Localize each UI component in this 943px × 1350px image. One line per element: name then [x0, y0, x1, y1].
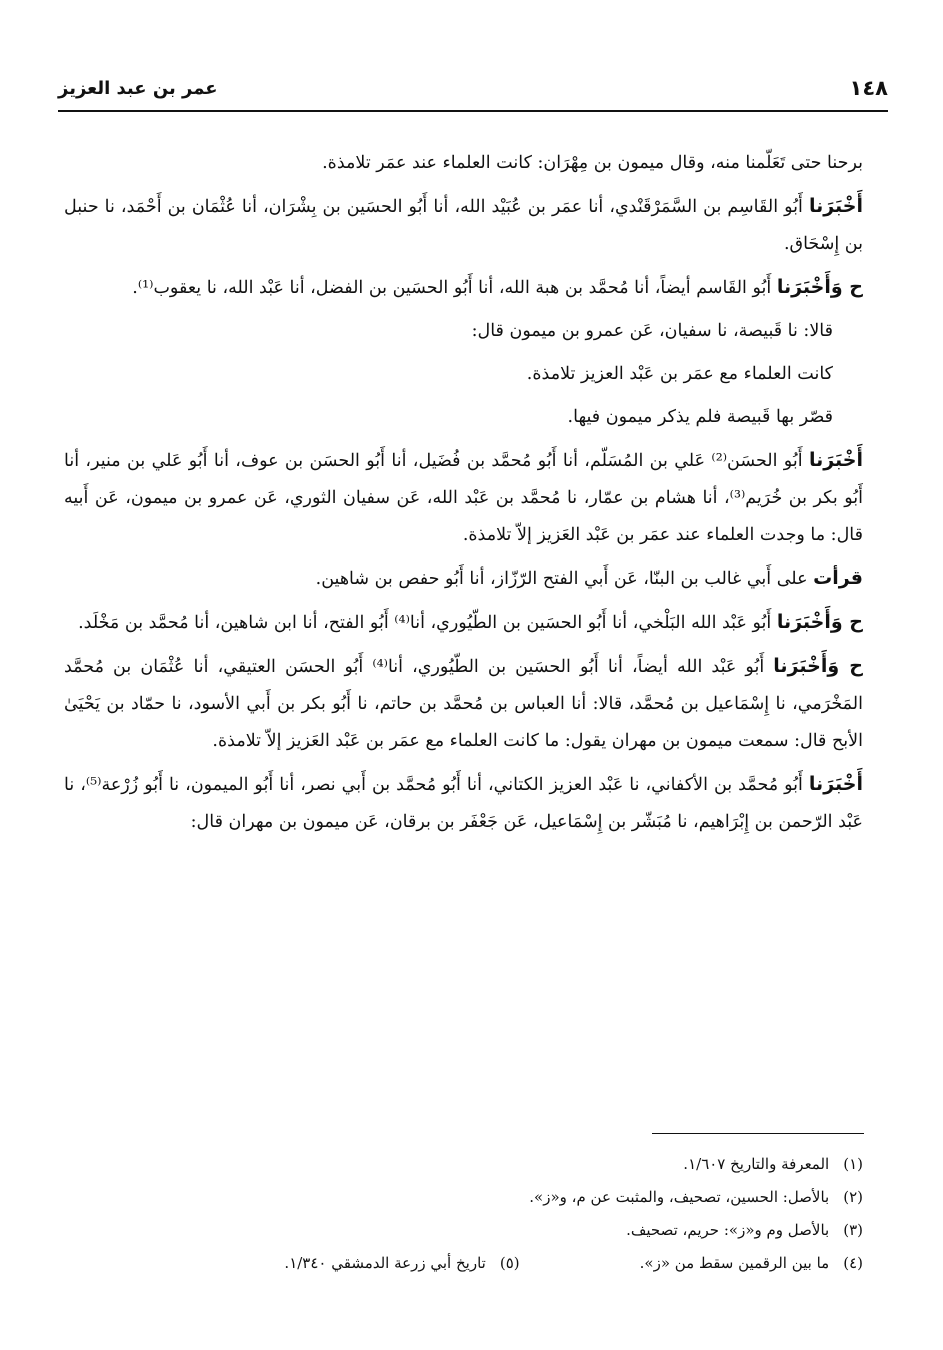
paragraph — [64, 356, 863, 393]
paragraph-lead: ح وَأَخْبَرَنا — [776, 611, 863, 633]
footnote-row — [64, 1247, 863, 1280]
footnote-text: المعرفة والتاريخ ١/٦٠٧. — [683, 1155, 830, 1173]
paragraph-lead: أَخْبَرَنا — [808, 195, 863, 217]
paragraph-text: أَبُو الحسَن⁽²⁾ عَلي بن المُسَلّم، أنا أَبُو مُحمَّد بن فُضَيل، أنا أَبُو الحسَن بن عوف، أنا أَبُو عَلي بن منير، أنا أَبُو بكر بن خُرَيم⁽³⁾، أنا هشام بن عمّار، نا مُحمَّد بن عَبْد الله، عَن سفيان الثوري، عَن عمرو بن ميمون، عَن أَبيه قال: ما وجدت العلماء عند عمَر بن عَبْد العَزيز إلاّ تلامذة. — [64, 451, 863, 545]
footnote-text: بالأصل وم و«ز»: حريم، تصحيف. — [626, 1221, 830, 1239]
footnote-text: تاريخ أبي زرعة الدمشقي ١/٣٤٠. — [284, 1254, 486, 1272]
footnote-text: بالأصل: الحسين، تصحيف، والمثبت عن م، و«ز». — [529, 1188, 830, 1206]
page-header — [58, 76, 888, 112]
paragraph-text: أَبُو القَاسم أيضاً، أنا مُحمَّد بن هبة الله، أنا أَبُو الحسَين بن الفضل، أنا عَبْد الله، نا يعقوب⁽¹⁾. — [132, 278, 772, 298]
footnote-divider — [652, 1133, 864, 1134]
running-title: عمر بن عبد العزيز — [58, 78, 218, 99]
paragraph — [64, 648, 863, 760]
footnote — [626, 1214, 863, 1247]
paragraph-lead: ح وَأَخْبَرَنا — [773, 655, 863, 677]
paragraph-text: على أَبي غالب بن البنّا، عَن أَبي الفتح الرّزّاز، أنا أَبُو حفص بن شاهين. — [315, 569, 808, 589]
paragraph-text: قصّر بها قَبيصة فلم يذكر ميمون فيها. — [567, 407, 833, 427]
paragraph — [64, 313, 863, 350]
footnote — [640, 1247, 863, 1280]
paragraph-text: أَبُو القَاسِم بن السَّمَرْقَنْدي، أنا عمَر بن عُبَيْد الله، أنا أَبُو الحسَين بن بِشْرَان، أنا عُثْمَان بن أَحْمَد، نا حنبل بن إِسْحَاق. — [64, 197, 863, 254]
footnotes — [64, 1148, 863, 1280]
footnote-row — [64, 1181, 863, 1214]
footnote — [284, 1247, 519, 1280]
paragraph-text: أَبُو مُحمَّد بن الأكفاني، نا عَبْد العزيز الكتاني، أنا أَبُو مُحمَّد بن أَبي نصر، أنا أَبُو الميمون، نا أَبُو زُرْعة⁽⁵⁾، نا عَبْد الرّحمن بن إِبْرَاهيم، نا مُبَشّر بن إِسْمَاعيل، عَن جَعْفَر بن برقان، عَن ميمون بن مهران قال: — [64, 775, 863, 832]
paragraph — [64, 766, 863, 841]
footnote-marker: (٢) — [843, 1188, 863, 1206]
paragraph-text: أَبُو عَبْد الله أيضاً، أنا أَبُو الحسَين بن الطّيُوري، أنا⁽⁴⁾ أَبُو الحسَن العتيقي، أنا عُثْمَان بن مُحمَّد المَخْرَمي، نا إِسْمَاعيل بن مُحمَّد، قالا: أنا العباس بن مُحمَّد بن حاتم، نا أَبُو بكر بن أَبي الأسود، نا حمّاد بن يَحْيَىٰ الأبح قال: سمعت ميمون بن مهران يقول: ما كانت العلماء مع عمَر بن عَبْد العَزيز إلاّ تلامذة. — [64, 657, 863, 751]
paragraph-lead: أَخْبَرَنا — [808, 773, 863, 795]
paragraph — [64, 145, 863, 182]
paragraph-text: قالا: نا قَبيصة، نا سفيان، عَن عمرو بن ميمون قال: — [471, 321, 833, 341]
paragraph — [64, 560, 863, 598]
paragraph-text: أَبُو عَبْد الله البَلْخي، أنا أَبُو الحسَين بن الطّيُوري، أنا⁽⁴⁾ أَبُو الفتح، أنا ابن شاهين، أنا مُحمَّد بن مَخْلَد. — [78, 613, 772, 633]
paragraph — [64, 604, 863, 642]
footnote-marker: (٥) — [499, 1254, 520, 1272]
footnote-text: ما بين الرقمين سقط من «ز». — [639, 1254, 830, 1272]
paragraph-lead: ح وَأَخْبَرَنا — [776, 276, 863, 298]
footnote — [529, 1181, 863, 1214]
paragraph-lead: أَخْبَرَنا — [808, 449, 863, 471]
paragraph — [64, 399, 863, 436]
paragraph — [64, 269, 863, 307]
paragraph-lead: قرأت — [813, 567, 863, 589]
footnote-marker: (١) — [843, 1155, 863, 1173]
footnote-row — [64, 1214, 863, 1247]
paragraph — [64, 442, 863, 554]
paragraph — [64, 188, 863, 263]
footnote — [683, 1148, 863, 1181]
footnote-marker: (٤) — [843, 1254, 863, 1272]
paragraph-text: كانت العلماء مع عمَر بن عَبْد العزيز تلامذة. — [526, 364, 833, 384]
footnote-marker: (٣) — [843, 1221, 863, 1239]
paragraph-text: برحنا حتى تَعَلّمنا منه، وقال ميمون بن مِهْرَان: كانت العلماء عند عمَر تلامذة. — [322, 153, 863, 173]
page-number: ١٤٨ — [849, 76, 888, 100]
main-text — [64, 145, 863, 847]
footnote-row — [64, 1148, 863, 1181]
